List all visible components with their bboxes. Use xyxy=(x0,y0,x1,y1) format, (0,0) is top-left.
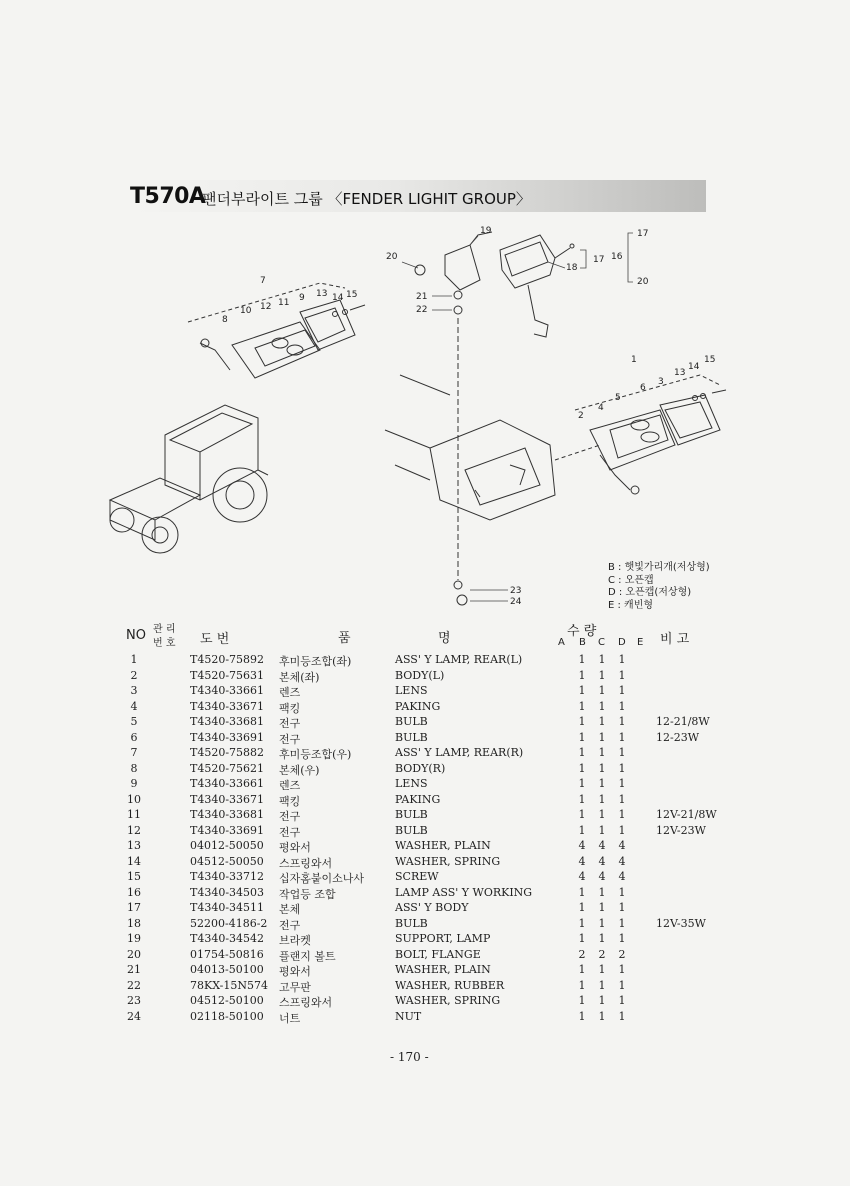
drawing-number: T4520-75892 xyxy=(190,653,265,666)
exploded-parts-diagram xyxy=(0,215,850,615)
drawing-number: T4520-75631 xyxy=(190,668,265,682)
qty-b: 1 xyxy=(578,761,586,775)
drawing-number: T4340-33661 xyxy=(190,684,265,697)
qty-c: 1 xyxy=(598,668,606,682)
english-name: LAMP ASS' Y WORKING xyxy=(395,885,533,899)
drawing-number: T4340-33681 xyxy=(190,808,265,821)
qty-d: 1 xyxy=(618,761,626,775)
header-qty-c: C xyxy=(598,637,605,648)
qty-b: 1 xyxy=(578,885,586,899)
qty-b: 2 xyxy=(578,947,586,961)
korean-name: 스프링와서 xyxy=(279,996,333,1009)
header-mgmt-bottom: 번 호 xyxy=(153,638,176,649)
english-name: ASS' Y BODY xyxy=(395,901,469,914)
drawing-number: T4340-33712 xyxy=(190,870,265,883)
english-name: BULB xyxy=(395,715,428,728)
qty-b: 4 xyxy=(578,870,586,883)
qty-d: 1 xyxy=(618,823,626,837)
row-no: 7 xyxy=(130,746,138,759)
row-no: 4 xyxy=(130,699,138,713)
english-name: WASHER, PLAIN xyxy=(395,839,491,852)
row-no: 12 xyxy=(127,823,141,837)
table-row xyxy=(0,901,850,917)
korean-name: 플랜지 볼트 xyxy=(279,949,336,963)
qty-b: 1 xyxy=(578,808,586,821)
table-row xyxy=(0,653,850,669)
drawing-number: T4520-75621 xyxy=(190,761,265,775)
english-name: ASS' Y LAMP, REAR(R) xyxy=(395,746,524,759)
header-part-name-left: 품 xyxy=(338,631,351,646)
drawing-number: T4340-33681 xyxy=(190,715,265,728)
drawing-number: 04013-50100 xyxy=(190,963,264,976)
callout-23: 23 xyxy=(510,586,522,596)
remarks: 12V-21/8W xyxy=(656,808,717,821)
table-row xyxy=(0,1010,850,1026)
callout-3: 3 xyxy=(658,377,664,387)
table-row xyxy=(0,963,850,979)
qty-d: 1 xyxy=(618,777,626,790)
english-name: PAKING xyxy=(395,792,441,806)
drawing-number: 52200-4186-2 xyxy=(190,916,268,930)
qty-d: 1 xyxy=(618,901,626,914)
qty-b: 1 xyxy=(578,653,586,666)
table-row xyxy=(0,886,850,902)
callout-12: 12 xyxy=(260,302,272,312)
row-no: 1 xyxy=(130,653,138,666)
qty-b: 1 xyxy=(578,823,586,837)
callout-7: 7 xyxy=(260,276,266,286)
qty-d: 1 xyxy=(618,808,626,821)
header-mgmt-top: 관 리 xyxy=(153,624,176,635)
row-no: 13 xyxy=(127,839,141,852)
parts-table xyxy=(0,653,850,1025)
header-remarks: 비 고 xyxy=(660,632,690,647)
drawing-number: T4340-34511 xyxy=(190,901,265,914)
qty-c: 1 xyxy=(598,994,606,1007)
qty-d: 1 xyxy=(618,699,626,713)
drawing-number: 04512-50100 xyxy=(190,994,264,1007)
qty-b: 1 xyxy=(578,746,586,759)
english-name: PAKING xyxy=(395,699,441,713)
row-no: 10 xyxy=(127,792,141,806)
table-row xyxy=(0,715,850,731)
header-no: NO xyxy=(126,628,146,643)
korean-name: 전구 xyxy=(279,825,301,839)
qty-b: 4 xyxy=(578,854,586,868)
qty-b: 1 xyxy=(578,1009,586,1023)
qty-d: 1 xyxy=(618,1009,626,1023)
qty-b: 1 xyxy=(578,901,586,914)
korean-name: 렌즈 xyxy=(279,686,301,699)
english-name: BULB xyxy=(395,808,428,821)
qty-d: 1 xyxy=(618,932,626,945)
row-no: 20 xyxy=(127,947,141,961)
korean-name: 본체(우) xyxy=(279,763,320,777)
callout-1: 1 xyxy=(631,355,637,365)
fender-section-illustration xyxy=(385,375,600,520)
english-name: WASHER, RUBBER xyxy=(395,978,505,992)
group-title: 팬더부라이트 그룹 〈FENDER LIGHIT GROUP〉 xyxy=(202,190,531,208)
qty-d: 1 xyxy=(618,963,626,976)
qty-b: 1 xyxy=(578,963,586,976)
row-no: 17 xyxy=(127,901,141,914)
qty-d: 4 xyxy=(618,839,626,852)
remarks: 12-21/8W xyxy=(656,715,710,728)
callout-21: 21 xyxy=(416,292,428,302)
legend-d: D : 오픈캡(저상형) xyxy=(608,587,692,598)
page-number: - 170 - xyxy=(390,1050,429,1064)
qty-d: 1 xyxy=(618,746,626,759)
qty-c: 4 xyxy=(598,839,606,852)
header-qty-a: A xyxy=(558,637,565,648)
qty-b: 1 xyxy=(578,994,586,1007)
callout-11: 11 xyxy=(278,298,290,308)
row-no: 11 xyxy=(127,808,141,821)
callout-9: 9 xyxy=(299,293,305,303)
header-qty-b: B xyxy=(579,637,586,648)
english-name: WASHER, SPRING xyxy=(395,994,501,1007)
row-no: 8 xyxy=(130,761,138,775)
korean-name: 십자홈붙이소나사 xyxy=(279,872,365,885)
callout-6: 6 xyxy=(640,383,646,393)
qty-c: 1 xyxy=(598,823,606,837)
table-row xyxy=(0,746,850,762)
qty-d: 4 xyxy=(618,870,626,883)
legend-e: E : 캐빈형 xyxy=(608,599,654,611)
qty-b: 1 xyxy=(578,978,586,992)
qty-b: 1 xyxy=(578,668,586,682)
drawing-number: T4340-33691 xyxy=(190,823,265,837)
qty-c: 2 xyxy=(598,947,606,961)
row-no: 16 xyxy=(127,885,141,899)
callout-10: 10 xyxy=(240,306,252,316)
english-name: SUPPORT, LAMP xyxy=(395,932,491,945)
row-no: 5 xyxy=(130,715,138,728)
qty-d: 1 xyxy=(618,885,626,899)
qty-d: 1 xyxy=(618,792,626,806)
header-drawing-no: 도 번 xyxy=(200,632,230,647)
qty-b: 1 xyxy=(578,699,586,713)
callout-15: 15 xyxy=(346,290,358,300)
row-no: 22 xyxy=(127,978,141,992)
table-row xyxy=(0,948,850,964)
table-row xyxy=(0,839,850,855)
table-row xyxy=(0,669,850,685)
table-row xyxy=(0,684,850,700)
callout-14-right: 14 xyxy=(688,362,700,372)
qty-c: 1 xyxy=(598,730,606,744)
korean-name: 평와서 xyxy=(279,965,311,978)
qty-c: 1 xyxy=(598,684,606,697)
korean-name: 본체 xyxy=(279,903,301,916)
table-row xyxy=(0,994,850,1010)
right-rear-lamp-illustration xyxy=(575,375,726,494)
callout-19: 19 xyxy=(480,226,492,236)
row-no: 15 xyxy=(127,870,141,883)
drawing-number: T4340-34542 xyxy=(190,932,265,945)
table-row xyxy=(0,932,850,948)
table-row xyxy=(0,824,850,840)
korean-name: 스프링와서 xyxy=(279,856,333,870)
callout-18: 18 xyxy=(566,263,578,273)
drawing-number: 01754-50816 xyxy=(190,947,264,961)
qty-b: 1 xyxy=(578,792,586,806)
qty-d: 1 xyxy=(618,978,626,992)
callout-13: 13 xyxy=(316,289,328,299)
qty-c: 1 xyxy=(598,715,606,728)
tractor-illustration xyxy=(110,405,268,553)
callout-17-right: 17 xyxy=(637,229,649,239)
qty-c: 1 xyxy=(598,978,606,992)
callout-numbers xyxy=(222,226,715,607)
callout-4: 4 xyxy=(598,403,604,413)
row-no: 21 xyxy=(127,963,141,976)
korean-name: 전구 xyxy=(279,717,301,730)
korean-name: 후미등조합(우) xyxy=(279,748,352,761)
remarks: 12-23W xyxy=(656,730,700,744)
korean-name: 전구 xyxy=(279,732,301,746)
table-row xyxy=(0,808,850,824)
english-name: LENS xyxy=(395,777,428,790)
qty-d: 2 xyxy=(618,947,626,961)
qty-d: 1 xyxy=(618,684,626,697)
qty-c: 1 xyxy=(598,932,606,945)
header-part-name-right: 명 xyxy=(438,631,451,646)
qty-c: 1 xyxy=(598,885,606,899)
qty-d: 1 xyxy=(618,668,626,682)
header-qty-e: E xyxy=(637,637,644,648)
qty-b: 4 xyxy=(578,839,586,852)
qty-c: 1 xyxy=(598,901,606,914)
english-name: BULB xyxy=(395,916,428,930)
drawing-number: T4340-33691 xyxy=(190,730,265,744)
korean-name: 평와서 xyxy=(279,841,311,854)
english-name: BODY(L) xyxy=(395,668,445,682)
korean-name: 너트 xyxy=(279,1011,301,1025)
qty-c: 1 xyxy=(598,916,606,930)
callout-2: 2 xyxy=(578,411,584,421)
table-row xyxy=(0,700,850,716)
qty-b: 1 xyxy=(578,684,586,697)
table-row xyxy=(0,731,850,747)
english-name: LENS xyxy=(395,684,428,697)
callout-24: 24 xyxy=(510,597,522,607)
callout-16: 16 xyxy=(611,252,623,262)
drawing-number: T4340-33671 xyxy=(190,699,265,713)
korean-name: 후미등조합(좌) xyxy=(279,655,352,668)
korean-name: 작업등 조합 xyxy=(279,887,336,901)
row-no: 2 xyxy=(130,668,138,682)
qty-d: 1 xyxy=(618,730,626,744)
korean-name: 팩킹 xyxy=(279,701,301,715)
english-name: SCREW xyxy=(395,870,439,883)
callout-17: 17 xyxy=(593,255,605,265)
qty-c: 1 xyxy=(598,808,606,821)
qty-b: 1 xyxy=(578,777,586,790)
qty-d: 4 xyxy=(618,854,626,868)
english-name: BULB xyxy=(395,730,428,744)
callout-14: 14 xyxy=(332,293,344,303)
korean-name: 팩킹 xyxy=(279,794,301,808)
callout-22: 22 xyxy=(416,305,428,315)
drawing-number: T4520-75882 xyxy=(190,746,265,759)
leader-lines xyxy=(402,233,633,601)
qty-b: 1 xyxy=(578,715,586,728)
english-name: WASHER, SPRING xyxy=(395,854,501,868)
variant-legend xyxy=(608,562,710,612)
table-row xyxy=(0,870,850,886)
qty-c: 1 xyxy=(598,699,606,713)
qty-d: 1 xyxy=(618,994,626,1007)
qty-d: 1 xyxy=(618,653,626,666)
callout-20-right: 20 xyxy=(637,277,649,287)
model-title: T570A xyxy=(130,184,206,209)
korean-name: 렌즈 xyxy=(279,779,301,792)
qty-c: 1 xyxy=(598,777,606,790)
row-no: 24 xyxy=(127,1009,141,1023)
drawing-number: 04012-50050 xyxy=(190,839,264,852)
english-name: BULB xyxy=(395,823,428,837)
table-row xyxy=(0,979,850,995)
table-row xyxy=(0,762,850,778)
callout-20: 20 xyxy=(386,252,398,262)
korean-name: 전구 xyxy=(279,918,301,932)
row-no: 19 xyxy=(127,932,141,945)
drawing-number: T4340-33671 xyxy=(190,792,265,806)
english-name: NUT xyxy=(395,1009,422,1023)
row-no: 18 xyxy=(127,916,141,930)
english-name: BODY(R) xyxy=(395,761,446,775)
qty-c: 1 xyxy=(598,963,606,976)
qty-b: 1 xyxy=(578,916,586,930)
drawing-number: T4340-33661 xyxy=(190,777,265,790)
remarks: 12V-23W xyxy=(656,823,706,837)
qty-d: 1 xyxy=(618,715,626,728)
row-no: 9 xyxy=(130,777,138,790)
qty-c: 1 xyxy=(598,1009,606,1023)
qty-c: 4 xyxy=(598,870,606,883)
row-no: 23 xyxy=(127,994,141,1007)
table-row xyxy=(0,855,850,871)
header-qty: 수 량 xyxy=(567,624,597,639)
header-qty-d: D xyxy=(618,637,626,648)
korean-name: 고무판 xyxy=(279,980,311,994)
table-header xyxy=(0,620,850,654)
work-lamp-illustration xyxy=(415,232,574,605)
qty-b: 1 xyxy=(578,730,586,744)
korean-name: 전구 xyxy=(279,810,301,823)
drawing-number: T4340-34503 xyxy=(190,885,265,899)
qty-c: 4 xyxy=(598,854,606,868)
qty-c: 1 xyxy=(598,761,606,775)
row-no: 6 xyxy=(130,730,138,744)
qty-c: 1 xyxy=(598,792,606,806)
qty-b: 1 xyxy=(578,932,586,945)
english-name: ASS' Y LAMP, REAR(L) xyxy=(395,653,523,666)
qty-d: 1 xyxy=(618,916,626,930)
table-row xyxy=(0,777,850,793)
drawing-number: 78KX-15N574 xyxy=(190,978,268,992)
qty-c: 1 xyxy=(598,653,606,666)
remarks: 12V-35W xyxy=(656,916,706,930)
callout-5: 5 xyxy=(615,393,621,403)
table-row xyxy=(0,917,850,933)
english-name: WASHER, PLAIN xyxy=(395,963,491,976)
callout-15-right: 15 xyxy=(704,355,716,365)
qty-c: 1 xyxy=(598,746,606,759)
english-name: BOLT, FLANGE xyxy=(395,947,481,961)
drawing-number: 04512-50050 xyxy=(190,854,264,868)
row-no: 14 xyxy=(127,854,141,868)
korean-name: 본체(좌) xyxy=(279,670,320,684)
callout-13-right: 13 xyxy=(674,368,686,378)
table-row xyxy=(0,793,850,809)
drawing-number: 02118-50100 xyxy=(190,1009,264,1023)
legend-b: B : 햇빛가리개(저상형) xyxy=(608,562,710,573)
row-no: 3 xyxy=(130,684,138,697)
legend-c: C : 오픈캡 xyxy=(608,574,654,586)
korean-name: 브라켓 xyxy=(279,934,311,947)
callout-8: 8 xyxy=(222,315,228,325)
